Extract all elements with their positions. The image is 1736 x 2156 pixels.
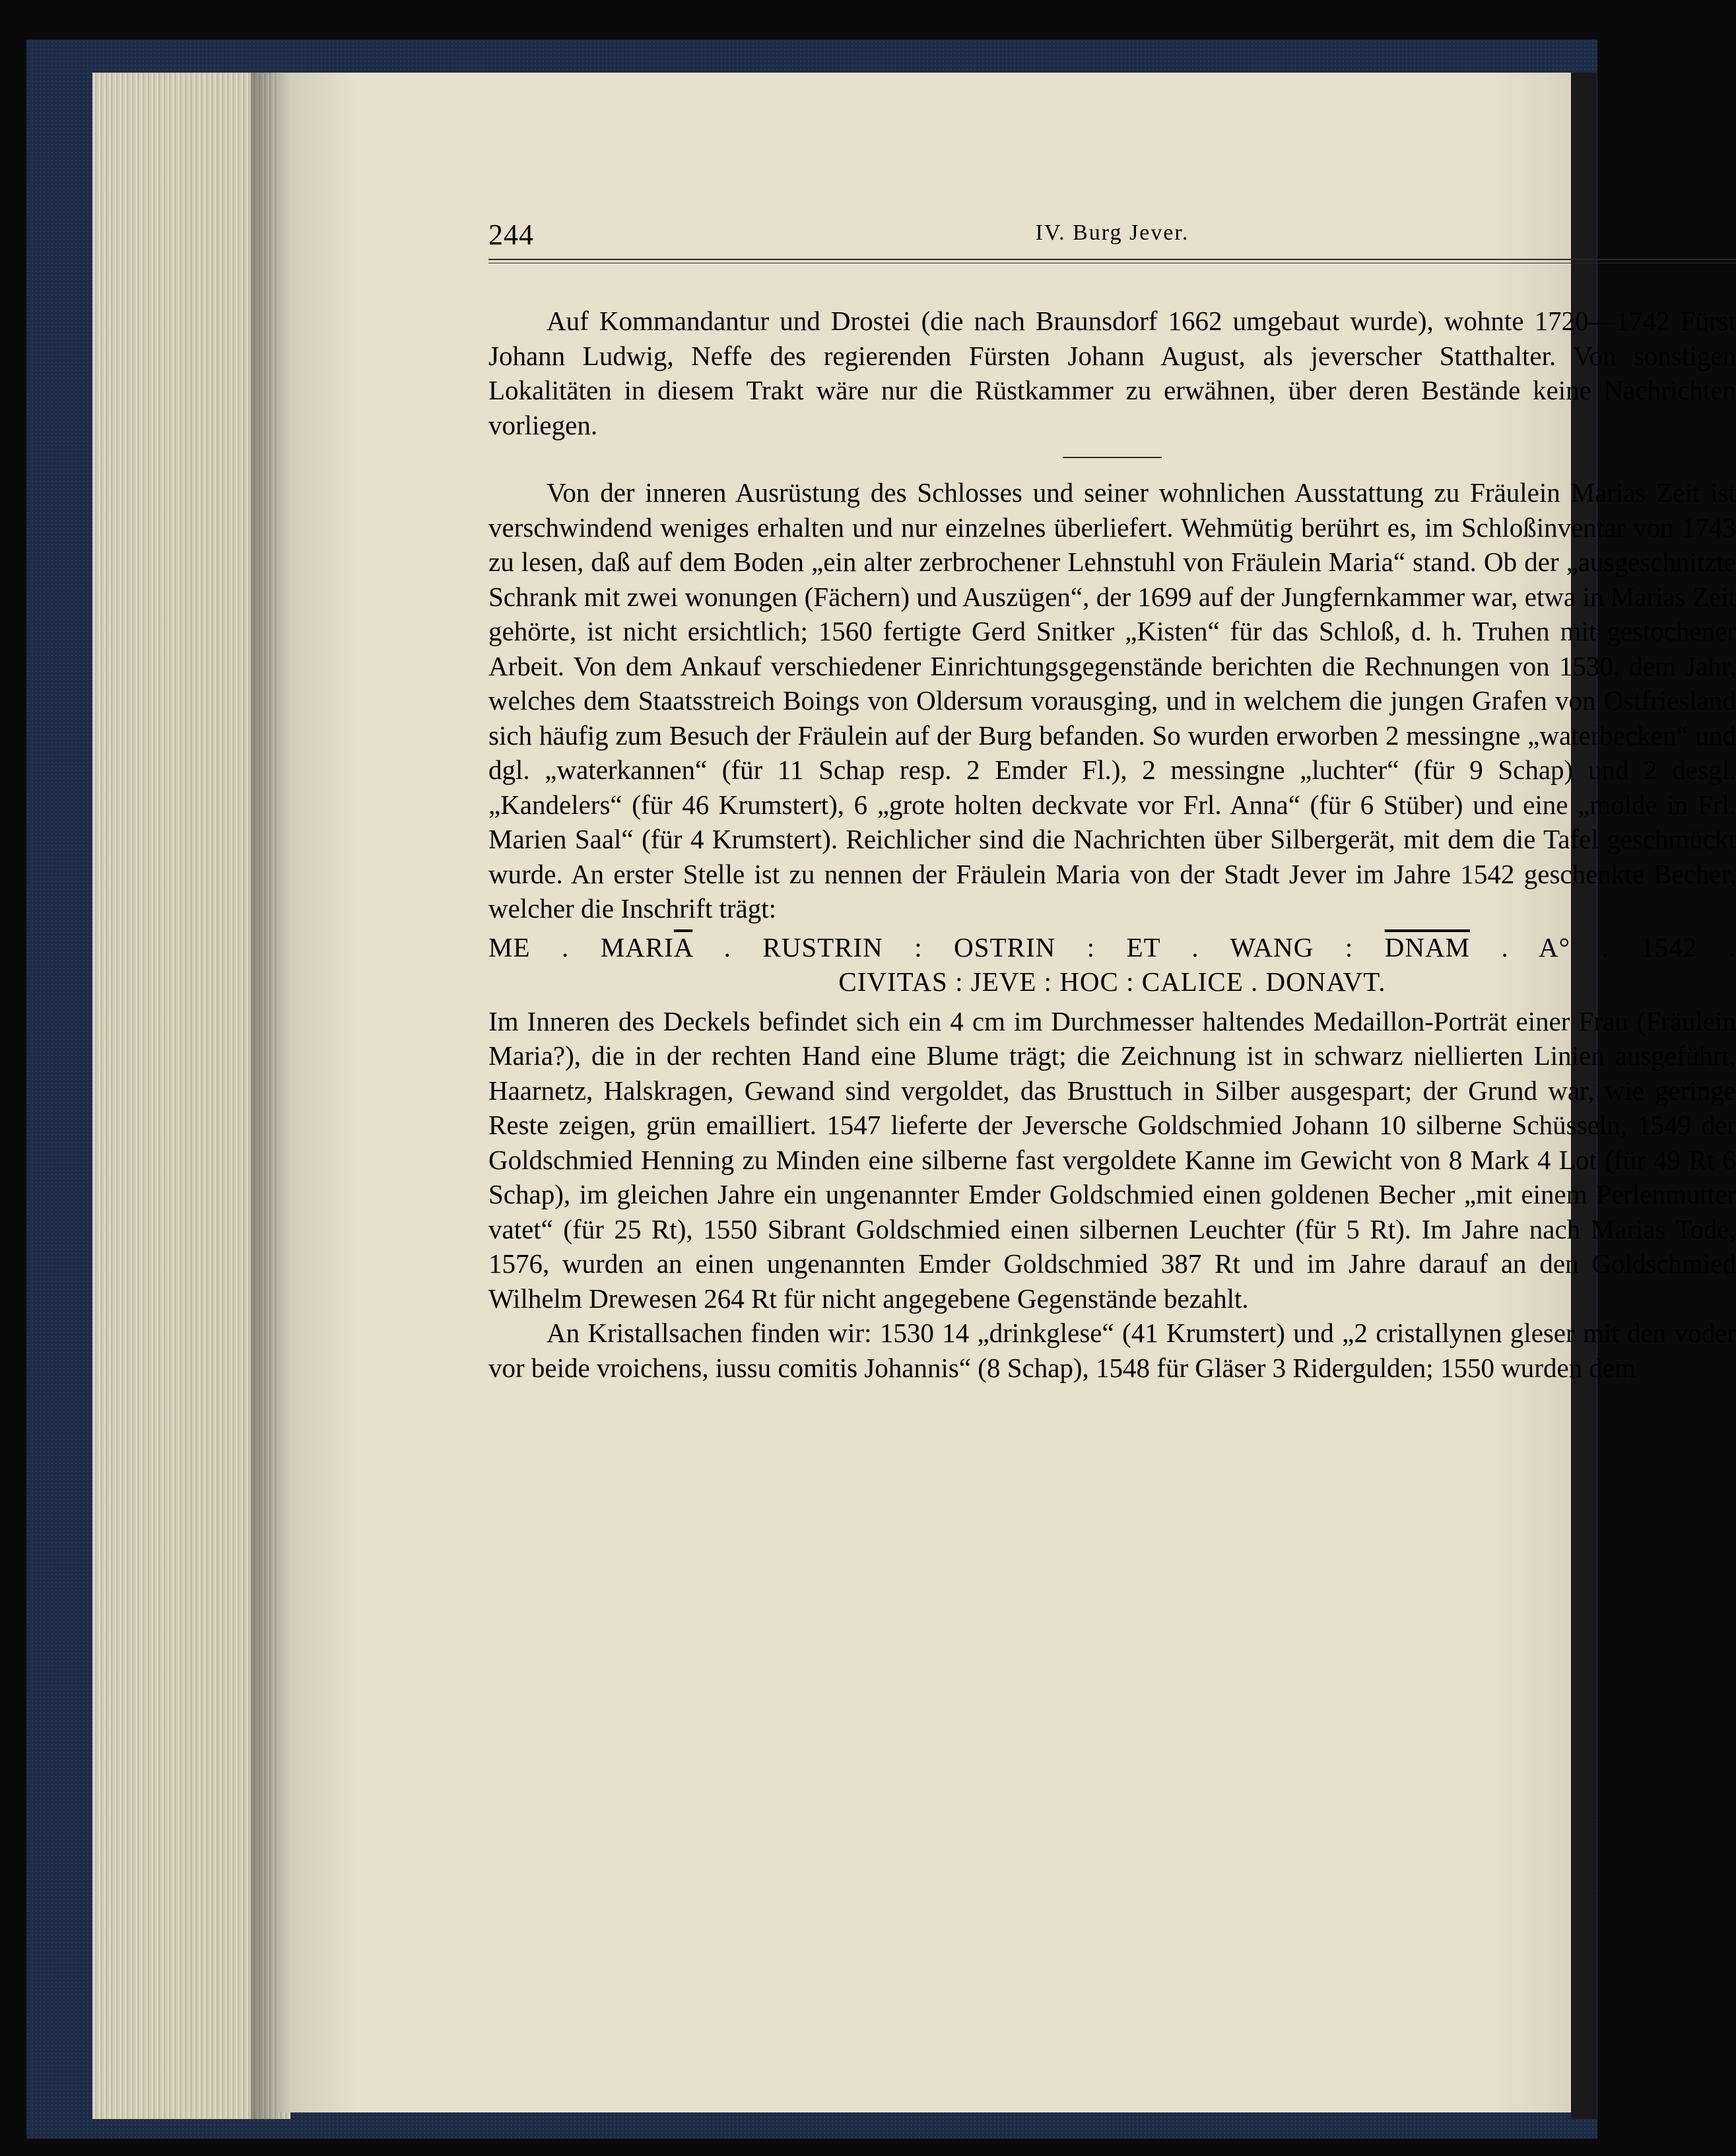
running-head: IV. Burg Jever. — [1035, 220, 1189, 245]
paragraph: An Kristallsachen finden wir: 1530 14 „drinkglese“ (41 Krumstert) und „2 cristallynen gleser mit den voder vor beide vroichens, iussu comitis Johannis“ (8 Schap), 1548 für Gläser 3 Ridergulden; 1550 wurden dem — [488, 1318, 1736, 1383]
inscription — [488, 930, 1736, 999]
inscription-line-1: ME . $MARI\overline{A}$ . RUSTRIN : OSTRIN : ET . WANG : DNAM . A° . 1542 . — [488, 931, 1736, 962]
paragraph: Auf Kommandantur und Drostei (die nach Braunsdorf 1662 umgebaut wurde), wohnte 1720—1742 Fürst Johann Ludwig, Neffe des regierenden Fürsten Johann August, als jeverscher Statthalter. Von sonstigen Lokalitäten in diesem Trakt wäre nur die Rüstkammer zu erwähnen, über deren Bestände keine Nachrichten vorliegen. — [488, 306, 1736, 440]
inscription-line-2: CIVITAS : JEVE : HOC : CALICE . DONAVT. — [838, 966, 1386, 997]
paragraph: Im Inneren des Deckels befindet sich ein 4 cm im Durchmesser haltendes Medaillon-Porträt einer Frau (Fräulein Maria?), die in der rechten Hand eine Blume trägt; die Zeichnung ist in schwarz niellierten Linien ausgeführt, Haarnetz, Halskragen, Gewand sind vergoldet, das Brusttuch in Silber ausgespart; der Grund war, wie geringe Reste zeigen, grün emailliert. 1547 lieferte der Jeversche Goldschmied Johann 10 silberne Schüsseln, 1549 der Goldschmied Henning zu Minden eine silberne fast vergoldete Kanne im Gewicht von 8 Mark 4 Lot (für 49 Rt 6 Schap), im gleichen Jahre ein ungenannter Emder Goldschmied einen goldenen Becher „mit einem Perlenmutter vatet“ (für 25 Rt), 1550 Sibrant Goldschmied einen silbernen Leuchter (für 5 Rt). Im Jahre nach Marias Tode, 1576, wurden an einen ungenannten Emder Goldschmied 387 Rt und im Jahre darauf an den Goldschmied Wilhelm Drewesen 264 Rt für nicht angegebene Gegenstände bezahlt. — [488, 1005, 1736, 1314]
header-rule — [488, 259, 1736, 260]
body-text — [488, 304, 1736, 1385]
page-content — [277, 73, 1736, 2112]
page-number: 244 — [488, 219, 534, 251]
section-divider — [1063, 457, 1162, 458]
paragraph: Von der inneren Ausrüstung des Schlosses und seiner wohnlichen Ausstattung zu Fräulein Marias Zeit ist verschwindend weniges erhalten und nur einzelnes überliefert. Wehmütig berührt es, im Schloßinventar von 1743 zu lesen, daß auf dem Boden „ein alter zerbrochener Lehnstuhl von Fräulein Maria“ stand. Ob der „ausgeschnitzte Schrank mit zwei wonungen (Fächern) und Auszügen“, der 1699 auf der Jungfernkammer war, etwa in Marias Zeit gehörte, ist nicht ersichtlich; 1560 fertigte Gerd Snitker „Kisten“ für das Schloß, d. h. Truhen mit gestochener Arbeit. Von dem Ankauf verschiedener Einrichtungsgegenstände berichten die Rechnungen von 1530, dem Jahr, welches dem Staatsstreich Boings von Oldersum vorausging, und in welchem die jungen Grafen von Ostfriesland sich häufig zum Besuch der Fräulein auf der Burg befanden. So wurden erworben 2 messingne „waterbecken“ und dgl. „waterkannen“ (für 11 Schap resp. 2 Emder Fl.), 2 messingne „luchter“ (für 9 Schap) und 2 desgl. „Kandelers“ (für 46 Krumstert), 6 „grote holten deckvate vor Frl. Anna“ (für 6 Stüber) und eine „molde in Frl. Marien Saal“ (für 4 Krumstert). Reichlicher sind die Nachrichten über Silbergerät, mit dem die Tafel geschmückt wurde. An erster Stelle ist zu nennen der Fräulein Maria von der Stadt Jever im Jahre 1542 geschenkte Becher, welcher die Inschrift trägt: — [488, 477, 1736, 924]
page-header — [488, 218, 1736, 277]
